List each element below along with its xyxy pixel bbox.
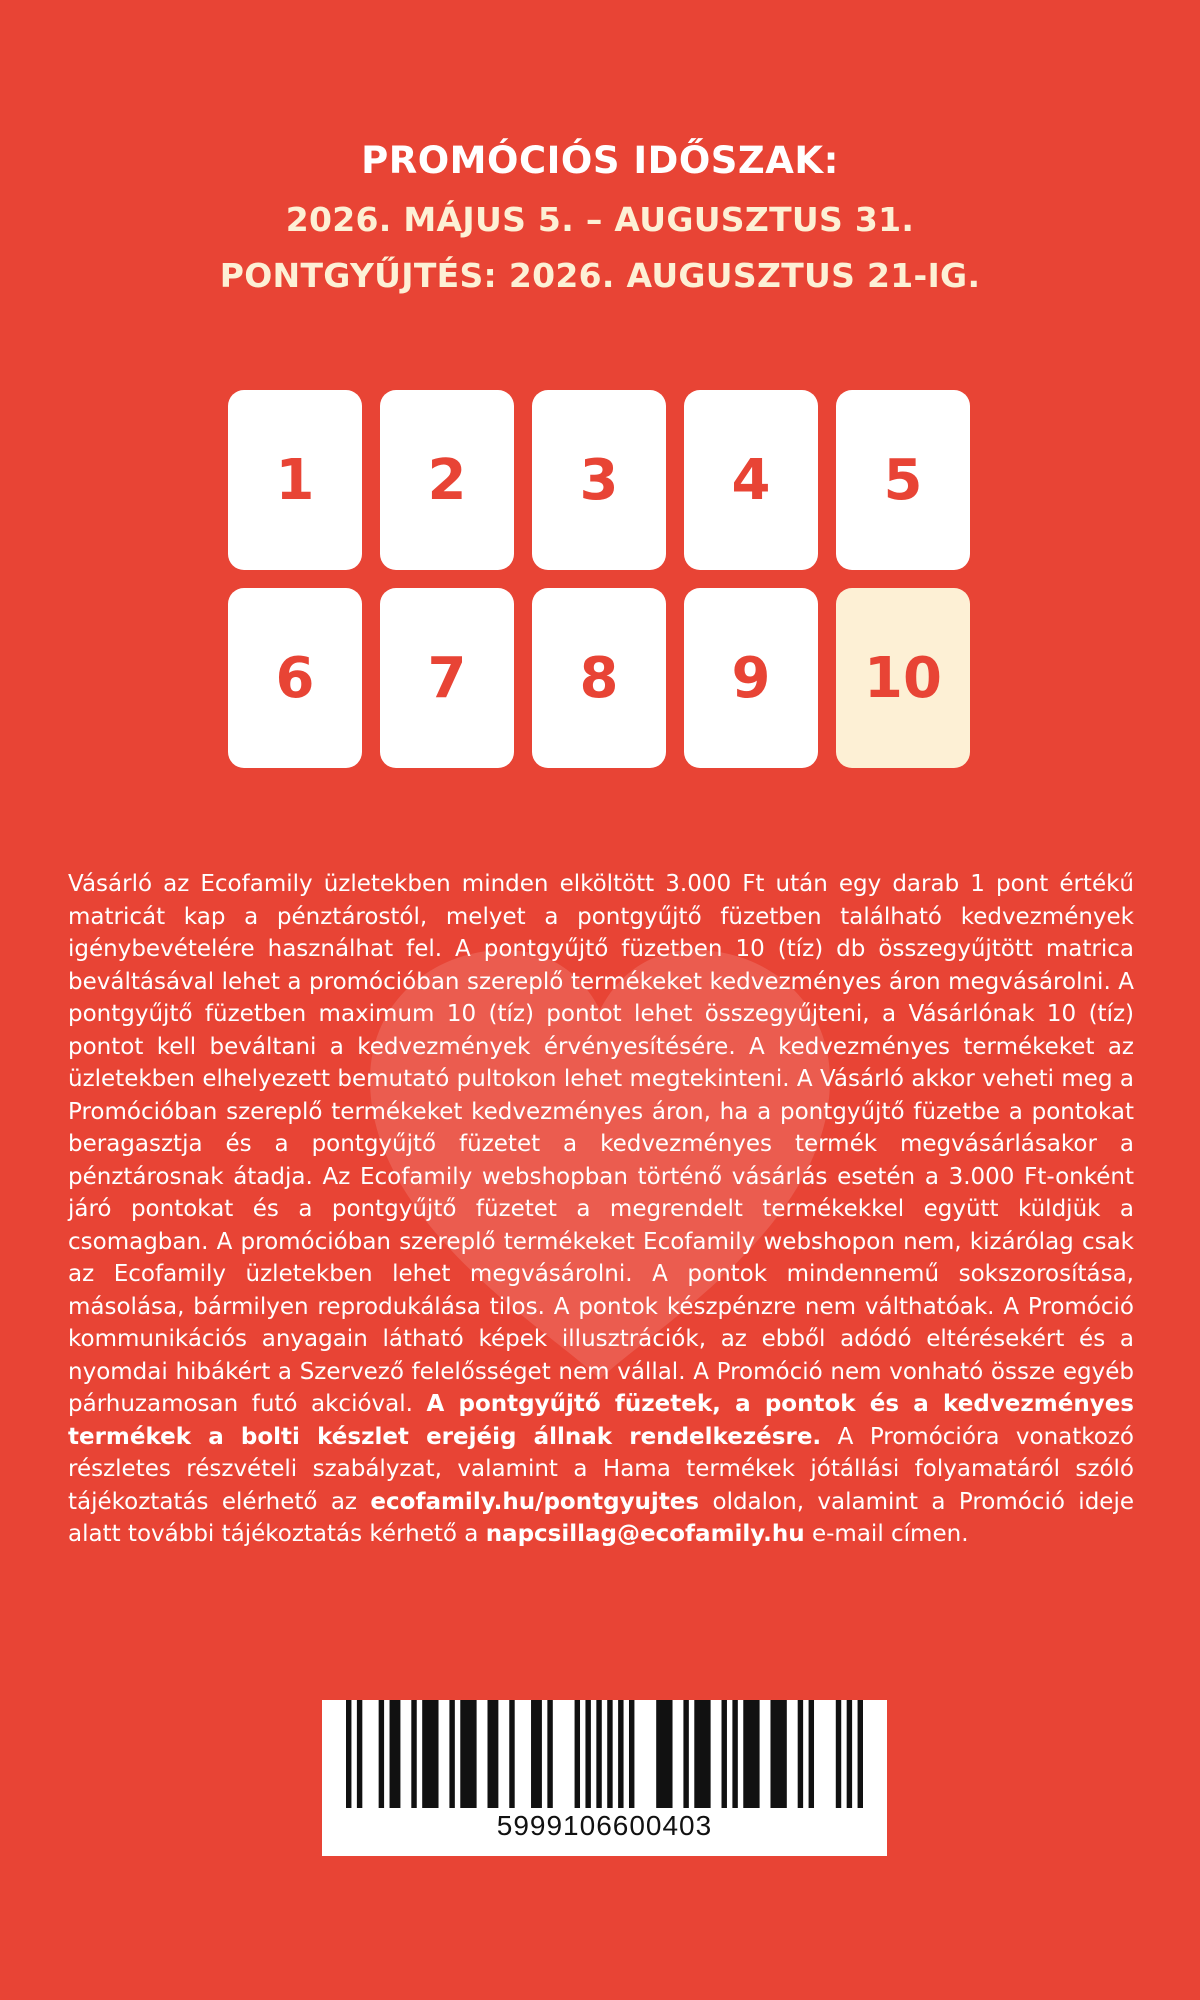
barcode-bar: [732, 1700, 737, 1808]
sticker-slot-6: 6: [228, 588, 362, 768]
barcode-bar: [743, 1700, 759, 1808]
sticker-grid: [228, 390, 972, 768]
barcode-bar: [607, 1700, 612, 1808]
barcode-bar: [858, 1700, 863, 1808]
terms-text: [68, 868, 1134, 1551]
barcode-bar: [411, 1700, 416, 1808]
sticker-slot-2: 2: [380, 390, 514, 570]
barcode-bar: [575, 1700, 580, 1808]
barcode: [322, 1700, 887, 1856]
sticker-slot-8: 8: [532, 588, 666, 768]
barcode-bar: [770, 1700, 786, 1808]
sticker-slot-5: 5: [836, 390, 970, 570]
barcode-bar: [798, 1700, 803, 1808]
barcode-bar: [531, 1700, 542, 1808]
barcode-bar: [618, 1700, 623, 1808]
sticker-slot-3: 3: [532, 390, 666, 570]
barcode-bar: [547, 1700, 552, 1808]
terms-rules-text: A Promócióra vonatkozó részletes részvételi szabályzat, valamint a Hama termékek jótállási folyamatáról szóló tájékoztatás elérhető az: [68, 1423, 1134, 1515]
promo-header: [0, 130, 1200, 304]
sticker-slot-4: 4: [684, 390, 818, 570]
promo-period-dates: 2026. MÁJUS 5. – AUGUSZTUS 31.: [285, 200, 915, 239]
barcode-bar: [509, 1700, 514, 1808]
barcode-bar: [357, 1700, 362, 1808]
barcode-bar: [487, 1700, 498, 1808]
point-collection-deadline: PONTGYŰJTÉS: 2026. AUGUSZTUS 21-IG.: [219, 256, 981, 295]
promo-period-title: PROMÓCIÓS IDŐSZAK:: [361, 139, 839, 182]
barcode-bar: [585, 1700, 590, 1808]
terms-email-suffix: e-mail címen.: [811, 1521, 969, 1547]
sticker-slot-9: 9: [684, 588, 818, 768]
rules-link[interactable]: ecofamily.hu/pontgyujtes: [370, 1488, 700, 1515]
barcode-bar: [449, 1700, 454, 1808]
sticker-slot-7: 7: [380, 588, 514, 768]
barcode-number: 5999106600403: [496, 1810, 713, 1841]
contact-email-link[interactable]: napcsillag@ecofamily.hu: [485, 1521, 805, 1547]
barcode-bar: [836, 1700, 841, 1808]
barcode-bar: [346, 1700, 351, 1808]
barcode-bar: [694, 1700, 710, 1808]
barcode-bar: [596, 1700, 601, 1808]
barcode-bar: [422, 1700, 438, 1808]
barcode-bar: [629, 1700, 634, 1808]
barcode-bars: [346, 1700, 863, 1808]
sticker-slot-10: 10: [836, 588, 970, 768]
terms-info-text: oldalon, valamint a Promóció ideje alatt további tájékoztatás kérhető a: [68, 1488, 1134, 1547]
barcode-bar: [847, 1700, 852, 1808]
barcode-bar: [722, 1700, 727, 1808]
terms-paragraph: Vásárló az Ecofamily üzletekben minden elköltött 3.000 Ft után egy darab 1 pont értékű matricát kap a pénztárostól, melyet a pontgyűjtő füzetben található kedvezmények igénybevételére használhat fel. A pontgyűjtő füzetben 10 (tíz) db összegyűjtött matrica beváltásával lehet a promócióban szereplő termékeket kedvezményes áron megvásárolni. A pontgyűjtő füzetben maximum 10 (tíz) pontot lehet összegyűjteni, a Vásárlónak 10 (tíz) pontot kell beváltani a kedvezmények érvényesítésére. A kedvezményes termékeket az üzletekben elhelyezett bemutató pultokon lehet megtekinteni. A Vásárló akkor veheti meg a Promócióban szereplő termékeket kedvezményes áron, ha a pontgyűjtő füzetbe a pontokat beragasztja és a pontgyűjtő füzetet a kedvezményes termék megvásárlásakor a pénztárosnak átadja. Az Ecofamily webshopban történő vásárlás esetén a 3.000 Ft-onként járó pontokat és a pontgyűjtő füzetet a megrendelt termékekkel együtt küldjük a csomagban. A promócióban szereplő termékeket Ecofamily webshopon nem, kizárólag csak az Ecofamily üzletekben lehet megvásárolni. A pontok mindennemű sokszorosítása, másolása, bármilyen reprodukálása tilos. A pontok készpénzre nem válthatóak. A Promóció kommunikációs anyagain látható képek illusztrációk, az ebből adódó eltérésekért és a nyomdai hibákért a Szervező felelősséget nem vállal. A Promóció nem vonható össze egyéb párhuzamosan futó akcióval.: [68, 871, 1134, 1417]
barcode-bar: [656, 1700, 672, 1808]
terms-stock-notice: A pontgyűjtő füzetek, a pontok és a kedvezményes termékek a bolti készlet erejéig állnak rendelkezésre.: [68, 1391, 1134, 1450]
barcode-bar: [809, 1700, 814, 1808]
sticker-slot-1: 1: [228, 390, 362, 570]
barcode-bar: [683, 1700, 688, 1808]
barcode-bar: [460, 1700, 476, 1808]
barcode-bar: [390, 1700, 401, 1808]
barcode-bar: [379, 1700, 384, 1808]
